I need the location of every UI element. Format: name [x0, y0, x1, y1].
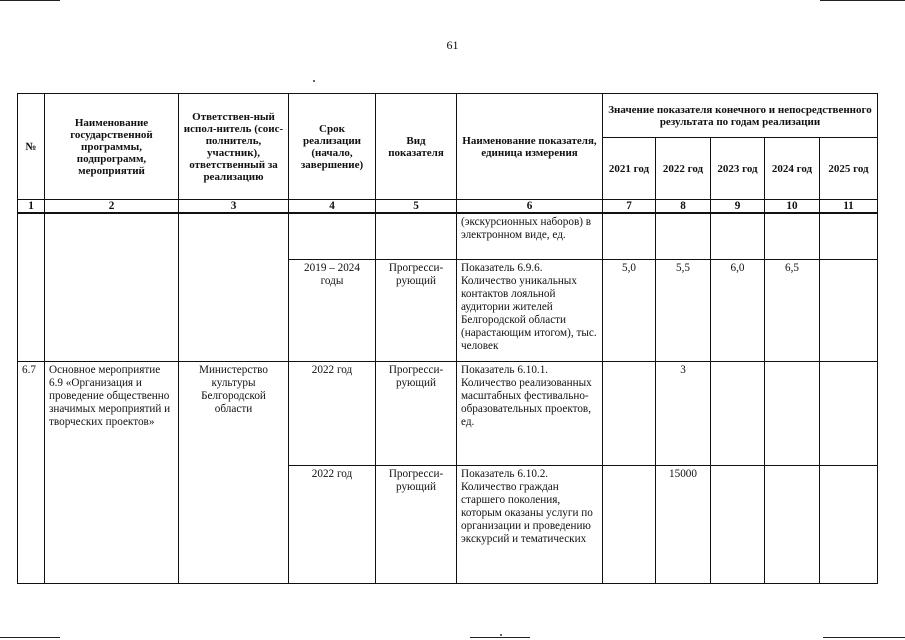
column-number: 7	[603, 200, 656, 214]
page-number: 61	[446, 38, 459, 52]
term-cell: 2022 год	[289, 465, 376, 583]
indicators-table	[17, 93, 878, 584]
header-year-2023: 2023 год	[711, 138, 765, 200]
value-2021-cell	[603, 361, 656, 465]
header-indicator-type: Вид показателя	[376, 94, 457, 200]
header-year-2025: 2025 год	[820, 138, 878, 200]
indicator-name-cell: Показатель 6.10.1. Количество реализованных масштабных фестивально-образовательных проектов, ед.	[457, 361, 603, 465]
table-cell-empty	[45, 213, 179, 361]
header-year-2024: 2024 год	[765, 138, 820, 200]
column-number: 1	[18, 200, 45, 214]
value-2024-cell	[765, 361, 820, 465]
term-cell: 2022 год	[289, 361, 376, 465]
value-cell	[765, 213, 820, 259]
value-2025-cell	[820, 259, 878, 361]
column-number: 9	[711, 200, 765, 214]
indicator-name-cell: (экскурсионных наборов) в электронном виде, ед.	[457, 213, 603, 259]
scan-artifact-dot	[500, 634, 502, 636]
value-cell	[711, 213, 765, 259]
header-indicator-name: Наименование показателя, единица измерения	[457, 94, 603, 200]
value-2025-cell	[820, 465, 878, 583]
value-2023-cell: 6,0	[711, 259, 765, 361]
value-2024-cell: 6,5	[765, 259, 820, 361]
scan-artifact-line	[0, 0, 60, 1]
header-number: №	[18, 94, 45, 200]
scan-artifact-dot	[313, 80, 315, 82]
column-number: 6	[457, 200, 603, 214]
header-year-2021: 2021 год	[603, 138, 656, 200]
scan-artifact-line	[820, 0, 905, 1]
value-2021-cell	[603, 465, 656, 583]
value-2023-cell	[711, 465, 765, 583]
table-cell-empty	[18, 213, 45, 361]
indicator-type-cell: Прогресси-рующий	[376, 259, 457, 361]
column-number: 2	[45, 200, 179, 214]
value-2021-cell: 5,0	[603, 259, 656, 361]
column-number: 3	[179, 200, 289, 214]
value-cell	[656, 213, 711, 259]
value-2022-cell: 5,5	[656, 259, 711, 361]
value-cell	[820, 213, 878, 259]
header-program-name: Наименование государственной программы, подпрограмм, мероприятий	[45, 94, 179, 200]
value-2022-cell: 15000	[656, 465, 711, 583]
column-number: 10	[765, 200, 820, 214]
indicator-name-cell: Показатель 6.9.6. Количество уникальных контактов лояльной аудитории жителей Белгородской области (нарастающим итогом), тыс. человек	[457, 259, 603, 361]
scan-artifact-line	[823, 637, 905, 638]
term-cell: 2019 – 2024 годы	[289, 259, 376, 361]
table-cell-empty	[179, 213, 289, 361]
scan-artifact-line	[0, 637, 60, 638]
value-2023-cell	[711, 361, 765, 465]
value-2025-cell	[820, 361, 878, 465]
header-values-by-year: Значение показателя конечного и непосредственного результата по годам реализации	[603, 94, 878, 138]
value-2022-cell: 3	[656, 361, 711, 465]
column-number: 4	[289, 200, 376, 214]
table-cell-empty	[376, 213, 457, 259]
indicator-name-cell: Показатель 6.10.2. Количество граждан старшего поколения, которым оказаны услуги по организации и проведению экскурсий и тематических	[457, 465, 603, 583]
column-number: 5	[376, 200, 457, 214]
indicator-type-cell: Прогресси-рующий	[376, 361, 457, 465]
column-number: 11	[820, 200, 878, 214]
table-cell-empty	[289, 213, 376, 259]
program-name-cell: Основное мероприятие 6.9 «Организация и проведение общественно значимых мероприятий и творческих проектов»	[45, 361, 179, 583]
responsible-cell: Министерство культуры Белгородской области	[179, 361, 289, 583]
value-cell	[603, 213, 656, 259]
value-2024-cell	[765, 465, 820, 583]
indicator-type-cell: Прогресси-рующий	[376, 465, 457, 583]
scan-artifact-line	[470, 637, 530, 638]
row-number-cell: 6.7	[18, 361, 45, 583]
column-number: 8	[656, 200, 711, 214]
header-responsible: Ответствен-ный испол-нитель (соис-полнитель, участник), ответственный за реализацию	[179, 94, 289, 200]
header-year-2022: 2022 год	[656, 138, 711, 200]
header-term: Срок реализации (начало, завершение)	[289, 94, 376, 200]
